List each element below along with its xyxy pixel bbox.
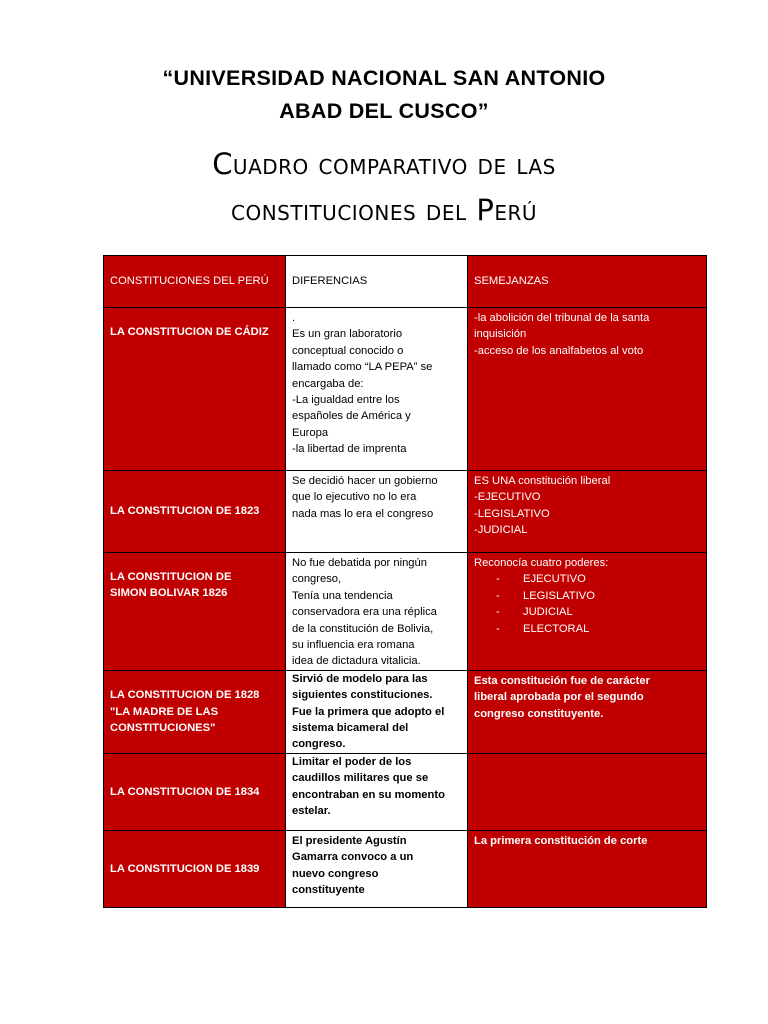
text-line: -la libertad de imprenta [292,443,407,456]
text-line: -la abolición del tribunal de la santa [474,312,650,324]
constitution-cell [104,753,286,830]
comparison-table [103,255,707,908]
text-line: ES UNA constitución liberal [474,475,611,487]
text-line: encargaba de: [292,377,364,390]
bullet-item [474,604,700,620]
similarities-cell [468,308,707,471]
constitution-name: LA CONSTITUCION DE 1823 [110,505,260,518]
constitution-name: LA CONSTITUCION DE 1828 [110,689,260,702]
table-row [104,830,707,907]
text-line: La primera constitución de corte [474,834,648,847]
table-row [104,753,707,830]
table-header-row [104,256,707,308]
university-line-2: ABAD DEL CUSCO” [279,99,489,123]
text-line: llamado como “LA PEPA” se [292,361,433,374]
title-line-2: constituciones del Perú [230,193,537,227]
text-line: -JUDICIAL [474,524,528,537]
text-line: Tenía una tendencia [292,589,393,602]
constitution-name: "LA MADRE DE LAS [110,705,219,718]
title-line-1: Cuadro comparativo de las [212,147,556,181]
bullet-text: JUDICIAL [523,606,573,619]
differences-cell [286,830,468,907]
page-title [0,141,768,233]
column-header-constitutions: CONSTITUCIONES DEL PERÚ [104,256,286,308]
text-line: -LEGISLATIVO [474,507,550,520]
constitution-name: LA CONSTITUCION DE 1839 [110,862,260,875]
text-line: Sirvió de modelo para las [292,672,428,685]
bullet-item [474,588,700,604]
similarities-cell [468,830,707,907]
text-line: idea de dictadura vitalicia. [292,655,421,668]
text-line: encontraban en su momento [292,788,445,801]
constitution-cell [104,308,286,471]
text-line: constituyente [292,884,365,897]
constitution-name: LA CONSTITUCION DE 1834 [110,785,260,798]
differences-cell [286,670,468,753]
bullet-text: EJECUTIVO [523,573,586,586]
constitution-cell [104,830,286,907]
table-row [104,670,707,753]
column-header-similarities: SEMEJANZAS [468,256,707,308]
table-row [104,553,707,671]
constitution-name: SIMON BOLIVAR 1826 [110,587,228,600]
bullet-dash: - [496,573,500,586]
differences-cell [286,553,468,671]
text-line: que lo ejecutivo no lo era [292,491,417,504]
university-heading [0,62,768,128]
bullet-dash: - [496,589,500,602]
text-line: . [292,312,296,324]
similarities-cell [468,553,707,671]
constitution-cell [104,471,286,553]
constitution-name: LA CONSTITUCION DE CÁDIZ [110,326,269,338]
text-line: Es un gran laboratorio [292,328,403,341]
text-line: -La igualdad entre los [292,394,400,407]
similarities-cell [468,471,707,553]
text-line: Europa [292,426,329,439]
similarities-cell [468,670,707,753]
text-line: Se decidió hacer un gobierno [292,475,438,487]
text-line: siguientes constituciones. [292,689,433,702]
bullet-dash: - [496,606,500,619]
text-line: Reconocía cuatro poderes: [474,557,609,569]
text-line: Fue la primera que adopto el [292,705,445,718]
text-line: congreso. [292,738,346,751]
bullet-item [474,571,700,587]
text-line: caudillos militares que se [292,772,429,785]
text-line: inquisición [474,328,527,341]
bullet-dash: - [496,622,500,635]
text-line: de la constitución de Bolivia, [292,622,434,635]
constitution-name: CONSTITUCIONES" [110,722,216,735]
comparison-table-container [103,255,706,905]
text-line: nuevo congreso [292,867,379,880]
text-line: congreso, [292,573,342,586]
text-line: nada mas lo era el congreso [292,507,434,520]
differences-cell [286,308,468,471]
text-line: estelar. [292,805,331,818]
text-line: Esta constitución fue de carácter [474,674,650,687]
text-line: conceptual conocido o [292,344,404,357]
bullet-text: LEGISLATIVO [523,589,595,602]
text-line: congreso constituyente. [474,707,604,720]
text-line: Limitar el poder de los [292,755,412,768]
differences-cell [286,471,468,553]
text-line: No fue debatida por ningún [292,557,427,569]
table-row [104,308,707,471]
similarities-cell [468,753,707,830]
text-line: -EJECUTIVO [474,491,541,504]
constitution-cell [104,670,286,753]
text-line: -acceso de los analfabetos al voto [474,344,644,357]
table-row [104,471,707,553]
text-line: liberal aprobada por el segundo [474,691,644,704]
text-line: españoles de América y [292,410,411,423]
differences-cell [286,753,468,830]
column-header-differences: DIFERENCIAS [286,256,468,308]
text-line: su influencia era romana [292,639,415,652]
text-line: sistema bicameral del [292,722,409,735]
university-line-1: “UNIVERSIDAD NACIONAL SAN ANTONIO [162,66,606,90]
text-line: conservadora era una réplica [292,606,437,619]
constitution-cell [104,553,286,671]
constitution-name: LA CONSTITUCION DE [110,571,232,583]
bullet-item [474,621,700,637]
text-line: Gamarra convoco a un [292,851,414,864]
bullet-text: ELECTORAL [523,622,590,635]
text-line: El presidente Agustín [292,834,407,847]
